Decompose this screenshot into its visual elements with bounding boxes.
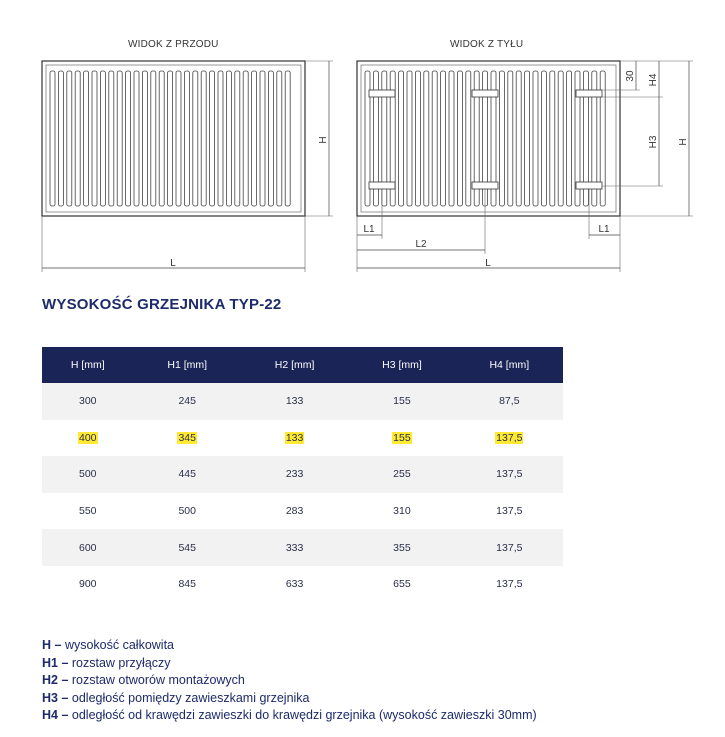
- legend-item: [42, 690, 537, 708]
- table-cell: [134, 420, 241, 457]
- cell-value: 155: [393, 395, 411, 408]
- cell-value: 233: [285, 468, 304, 481]
- header-h: H [mm]: [42, 347, 134, 383]
- legend-item: [42, 672, 537, 690]
- table-cell: [348, 493, 455, 530]
- cell-value: 137,5: [496, 505, 523, 518]
- table-cell: [42, 383, 134, 420]
- legend-sep: –: [57, 708, 72, 722]
- radiator-fin: [516, 71, 521, 206]
- legend-desc: rozstaw otworów montażowych: [71, 673, 245, 687]
- cell-value: 550: [79, 505, 97, 518]
- table-cell: [241, 420, 348, 457]
- legend-sep: –: [57, 655, 72, 670]
- table-cell: [134, 456, 241, 493]
- highlighted-value: 137,5: [496, 431, 523, 444]
- legend-sep: –: [57, 673, 72, 687]
- cell-value: 255: [393, 468, 411, 481]
- legend: [42, 637, 537, 725]
- legend-term: H2: [42, 673, 58, 687]
- back-radiator-inner-frame: [361, 65, 616, 212]
- table-cell: [134, 529, 241, 566]
- cell-value: 333: [285, 541, 304, 554]
- legend-desc: odległość od krawędzi zawieszki do krawędzi grzejnika (wysokość zawieszki 30mm): [71, 708, 537, 722]
- legend-desc: wysokość całkowita: [64, 638, 175, 652]
- legend-term: H4: [42, 708, 58, 722]
- header-h1: H1 [mm]: [134, 347, 241, 383]
- table-cell: [42, 529, 134, 566]
- table-row-highlighted: [42, 420, 563, 457]
- table-cell: [456, 456, 563, 493]
- cell-value: 500: [178, 505, 196, 518]
- back-h3-label: H3: [648, 135, 659, 149]
- radiator-fin: [432, 71, 437, 206]
- table-cell: [241, 566, 348, 603]
- legend-sep: –: [51, 638, 65, 652]
- back-h4-label: H4: [648, 73, 659, 87]
- front-view-label: WIDOK Z PRZODU: [128, 39, 219, 50]
- cell-value: 600: [79, 541, 97, 554]
- radiator-fin: [499, 71, 504, 206]
- back-view-label: WIDOK Z TYŁU: [450, 39, 524, 50]
- highlighted-value: 155: [393, 431, 411, 444]
- table-row: [42, 529, 563, 566]
- legend-item: [42, 707, 537, 725]
- table-row: [42, 493, 563, 530]
- cell-value: 137,5: [496, 578, 523, 591]
- legend-item: [42, 637, 537, 655]
- table-cell: [42, 493, 134, 530]
- highlighted-value: 400: [79, 431, 97, 444]
- bracket-top-left: [369, 90, 395, 97]
- cell-value: 300: [79, 395, 97, 408]
- radiator-fin: [399, 71, 404, 206]
- back-h-label: H: [678, 138, 689, 146]
- table-cell: [134, 493, 241, 530]
- table-cell: [348, 529, 455, 566]
- back-radiator-outline: [357, 61, 620, 216]
- bracket-bottom-center: [472, 182, 498, 189]
- bracket-top-right: [576, 90, 602, 97]
- table-cell: [348, 566, 455, 603]
- cell-value: 133: [285, 395, 304, 408]
- radiator-fin: [541, 71, 546, 206]
- back-view-drawing: [0, 0, 725, 290]
- cell-value: 245: [178, 395, 196, 408]
- header-h4: H4 [mm]: [456, 347, 563, 383]
- height-spec-table: [42, 347, 563, 603]
- back-30-label: 30: [625, 70, 636, 82]
- cell-value: 137,5: [496, 541, 523, 554]
- radiator-fin: [508, 71, 513, 206]
- radiator-fin: [525, 71, 530, 206]
- cell-value: 137,5: [496, 468, 523, 481]
- highlighted-value: 345: [178, 431, 196, 444]
- highlighted-value: 133: [285, 431, 304, 444]
- radiator-fin: [407, 71, 412, 206]
- table-row: [42, 566, 563, 603]
- header-h3: H3 [mm]: [348, 347, 455, 383]
- back-l1-left-label: L1: [363, 224, 375, 235]
- cell-value: 355: [393, 541, 411, 554]
- radiator-fin: [441, 71, 446, 206]
- back-l2-label: L2: [415, 239, 427, 250]
- table-cell: [42, 420, 134, 457]
- radiator-fin: [466, 71, 471, 206]
- table-row: [42, 383, 563, 420]
- table-row: [42, 456, 563, 493]
- cell-value: 445: [178, 468, 196, 481]
- cell-value: 283: [285, 505, 304, 518]
- cell-value: 87,5: [499, 395, 520, 408]
- cell-value: 900: [79, 578, 97, 591]
- table-cell: [241, 493, 348, 530]
- table-cell: [134, 566, 241, 603]
- radiator-fin: [567, 71, 572, 206]
- table-cell: [348, 420, 455, 457]
- table-header-row: [42, 347, 563, 383]
- radiator-fin: [558, 71, 563, 206]
- radiator-fin: [457, 71, 462, 206]
- cell-value: 310: [393, 505, 411, 518]
- back-l-label: L: [485, 258, 491, 269]
- table-cell: [42, 566, 134, 603]
- table-cell: [241, 383, 348, 420]
- table-cell: [456, 529, 563, 566]
- cell-value: 633: [285, 578, 304, 591]
- radiator-fin: [449, 71, 454, 206]
- cell-value: 655: [393, 578, 411, 591]
- legend-term: H: [42, 638, 52, 652]
- cell-value: 500: [79, 468, 97, 481]
- table-cell: [348, 383, 455, 420]
- bracket-top-center: [472, 90, 498, 97]
- cell-value: 845: [178, 578, 196, 591]
- header-h2: H2 [mm]: [241, 347, 348, 383]
- legend-item: [42, 655, 537, 673]
- radiator-fin: [550, 71, 555, 206]
- table-cell: [241, 529, 348, 566]
- legend-term: H3: [42, 690, 58, 705]
- bracket-bottom-right: [576, 182, 602, 189]
- legend-desc: rozstaw przyłączy: [71, 655, 171, 670]
- table-cell: [134, 383, 241, 420]
- legend-term: H1: [42, 655, 58, 670]
- radiator-fin: [424, 71, 429, 206]
- table-cell: [348, 456, 455, 493]
- front-l-label: L: [170, 258, 176, 269]
- table-cell: [456, 420, 563, 457]
- legend-desc: odległość pomiędzy zawieszkami grzejnika: [71, 690, 310, 705]
- section-title: WYSOKOŚĆ GRZEJNIKA TYP-22: [42, 296, 282, 313]
- cell-value: 545: [178, 541, 196, 554]
- legend-sep: –: [57, 690, 72, 705]
- front-h-label: H: [318, 136, 329, 144]
- radiator-fin: [533, 71, 538, 206]
- bracket-bottom-left: [369, 182, 395, 189]
- table-cell: [456, 383, 563, 420]
- radiator-fin: [415, 71, 420, 206]
- table-cell: [42, 456, 134, 493]
- back-l1-right-label: L1: [598, 224, 610, 235]
- table-cell: [456, 493, 563, 530]
- table-cell: [456, 566, 563, 603]
- table-cell: [241, 456, 348, 493]
